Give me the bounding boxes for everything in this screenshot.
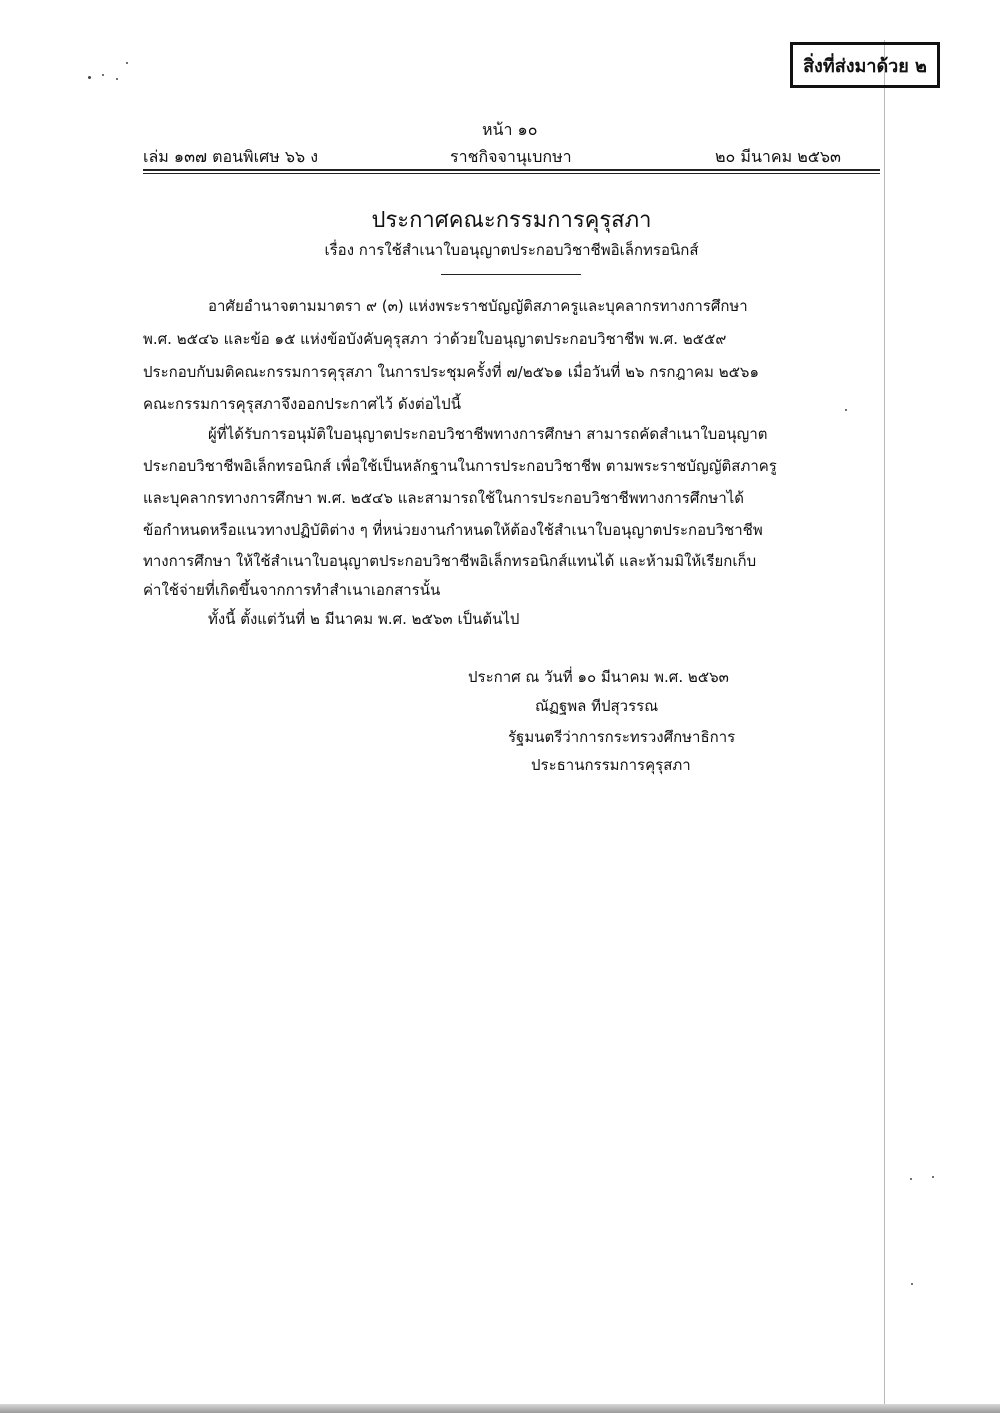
header-rule-thin — [143, 173, 880, 174]
gazette-name: ราชกิจจานุเบกษา — [450, 147, 572, 166]
announcement-title: ประกาศคณะกรรมการคุรุสภา — [371, 208, 652, 233]
body-line: ทั้งนี้ ตั้งแต่วันที่ ๒ มีนาคม พ.ศ. ๒๕๖๓ เป็นต้นไป — [208, 610, 520, 628]
signatory-name: ณัฏฐพล ทีปสุวรรณ — [535, 697, 659, 715]
body-line: และบุคลากรทางการศึกษา พ.ศ. ๒๕๔๖ และสามารถใช้ในการประกอบวิชาชีพทางการศึกษาได้ — [143, 489, 745, 507]
scan-speck — [910, 1178, 912, 1180]
scan-speck — [88, 76, 91, 79]
scan-speck — [845, 409, 847, 411]
scan-speck — [126, 62, 128, 64]
page-number: หน้า ๑๐ — [482, 120, 538, 139]
scan-edge-line — [884, 40, 885, 1413]
enclosure-stamp: สิ่งที่ส่งมาด้วย ๒ — [790, 42, 940, 88]
signatory-role: ประธานกรรมการคุรุสภา — [531, 756, 691, 774]
body-line: คณะกรรมการคุรุสภาจึงออกประกาศไว้ ดังต่อไปนี้ — [143, 395, 461, 413]
scan-bottom-edge — [0, 1404, 1000, 1413]
announcement-date: ประกาศ ณ วันที่ ๑๐ มีนาคม พ.ศ. ๒๕๖๓ — [468, 668, 729, 686]
scan-speck — [116, 78, 118, 80]
body-line: ทางการศึกษา ให้ใช้สำเนาใบอนุญาตประกอบวิชาชีพอิเล็กทรอนิกส์แทนได้ และห้ามมิให้เรียกเก็บ — [143, 552, 757, 570]
body-line: ประกอบวิชาชีพอิเล็กทรอนิกส์ เพื่อใช้เป็นหลักฐานในการประกอบวิชาชีพ ตามพระราชบัญญัติสภาครู — [143, 457, 777, 475]
title-underline — [441, 274, 581, 275]
body-line: ค่าใช้จ่ายที่เกิดขึ้นจากการทำสำเนาเอกสารนั้น — [143, 581, 441, 599]
scan-speck — [102, 74, 104, 76]
gazette-volume: เล่ม ๑๓๗ ตอนพิเศษ ๖๖ ง — [143, 147, 319, 166]
body-line: อาศัยอำนาจตามมาตรา ๙ (๓) แห่งพระราชบัญญัติสภาครูและบุคลากรทางการศึกษา — [208, 297, 748, 315]
signatory-position: รัฐมนตรีว่าการกระทรวงศึกษาธิการ — [508, 728, 736, 746]
body-line: ข้อกำหนดหรือแนวทางปฏิบัติต่าง ๆ ที่หน่วยงานกำหนดให้ต้องใช้สำเนาใบอนุญาตประกอบวิชาชีพ — [143, 521, 763, 539]
scan-speck — [932, 1176, 934, 1178]
gazette-date: ๒๐ มีนาคม ๒๕๖๓ — [715, 147, 841, 166]
body-line: พ.ศ. ๒๕๔๖ และข้อ ๑๕ แห่งข้อบังคับคุรุสภา ว่าด้วยใบอนุญาตประกอบวิชาชีพ พ.ศ. ๒๕๕๙ — [143, 330, 727, 348]
announcement-subject: เรื่อง การใช้สำเนาใบอนุญาตประกอบวิชาชีพอิเล็กทรอนิกส์ — [324, 241, 699, 259]
header-rule — [143, 169, 880, 171]
body-line: ประกอบกับมติคณะกรรมการคุรุสภา ในการประชุมครั้งที่ ๗/๒๕๖๑ เมื่อวันที่ ๒๖ กรกฎาคม ๒๕๖๑ — [143, 363, 759, 381]
body-line: ผู้ที่ได้รับการอนุมัติใบอนุญาตประกอบวิชาชีพทางการศึกษา สามารถคัดสำเนาใบอนุญาต — [208, 425, 768, 443]
scan-speck — [911, 1283, 913, 1285]
